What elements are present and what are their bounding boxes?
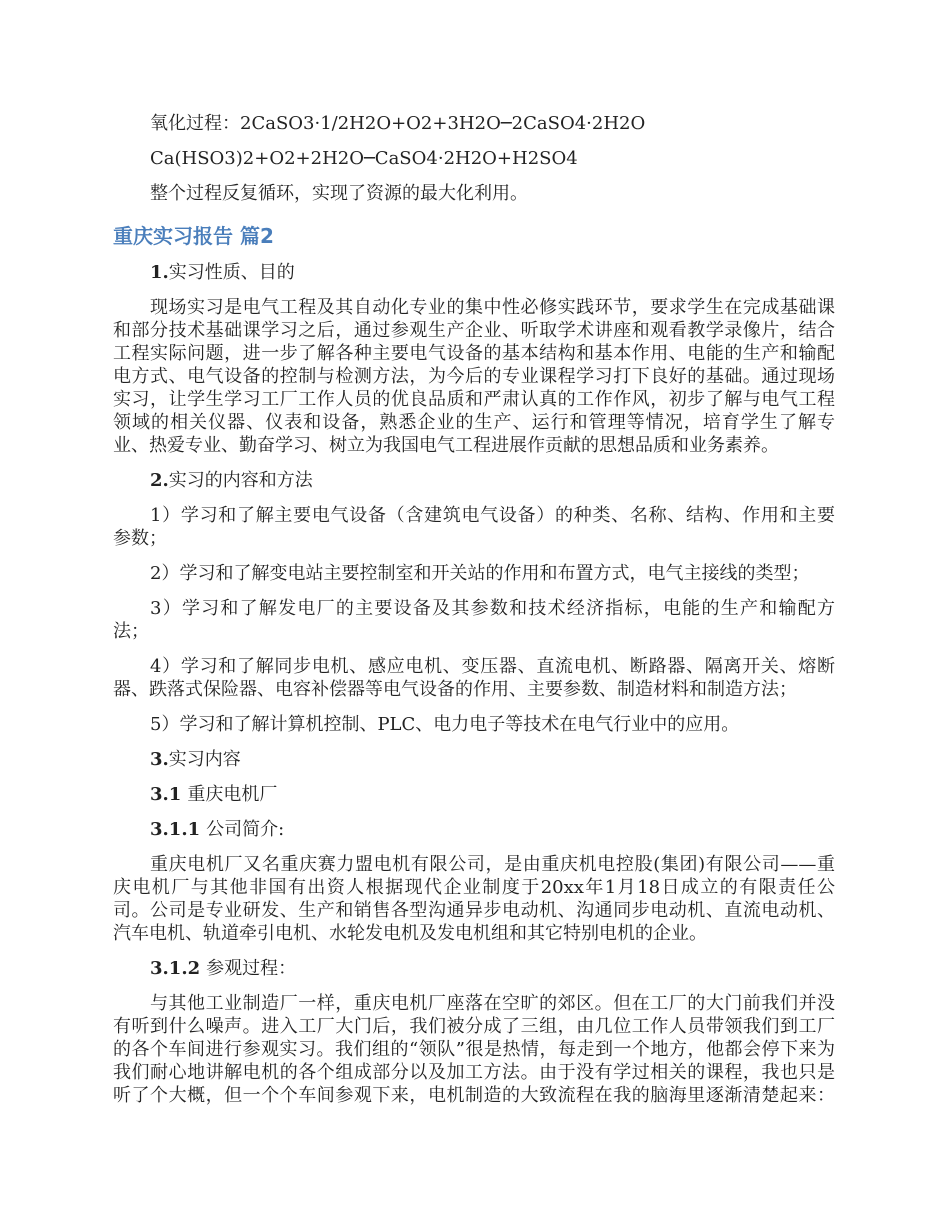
company-intro-paragraph xyxy=(113,853,835,945)
section-2-title xyxy=(113,469,835,492)
paragraph-line: 听了个大概，但一个个车间参观下来，电机制造的大致流程在我的脑海里逐渐清楚起来： xyxy=(113,1085,835,1106)
oxidation-equation xyxy=(113,112,835,135)
paragraph-line: 实习，让学生学习工厂工作人员的优良品质和严肃认真的工作作风，初步了解与电气工程 xyxy=(113,389,835,410)
paragraph-line: 与其他工业制造厂一样，重庆电机厂座落在空旷的郊区。但在工厂的大门前我们并没 xyxy=(150,993,835,1014)
paragraph-line: 和部分技术基础课学习之后，通过参观生产企业、听取学术讲座和观看教学录像片，结合 xyxy=(113,320,835,341)
paragraph-line: 有听到什么噪声。进入工厂大门后，我们被分成了三组，由几位工作人员带领我们到工厂 xyxy=(113,1016,835,1037)
paragraph-line: 5）学习和了解计算机控制、PLC、电力电子等技术在电气行业中的应用。 xyxy=(150,714,740,735)
subsection-3-1-title xyxy=(113,783,835,806)
section-title: 公司简介: xyxy=(206,819,285,840)
section-title-line xyxy=(113,957,835,980)
paragraph-line: 业、热爱专业、勤奋学习、树立为我国电气工程进展作贡献的思想品质和业务素养。 xyxy=(113,435,779,456)
section-number: 1. xyxy=(150,262,169,283)
paragraph-line: 现场实习是电气工程及其自动化专业的集中性必修实践环节，要求学生在完成基础课 xyxy=(150,297,835,318)
list-item xyxy=(113,597,835,643)
paragraph-line: 1）学习和了解主要电气设备（含建筑电气设备）的种类、名称、结构、作用和主要 xyxy=(150,505,835,526)
paragraph-line: 汽车电机、轨道牵引电机、水轮发电机及发电机组和其它特别电机的企业。 xyxy=(113,923,707,944)
section-title-line xyxy=(113,261,835,284)
section-title-line xyxy=(113,783,835,806)
visit-process-paragraph xyxy=(113,992,835,1107)
paragraph-line: 氧化过程：2CaSO3·1/2H2O+O2+3H2O─2CaSO4·2H2O xyxy=(150,113,646,134)
paragraph-line: Ca(HSO3)2+O2+2H2O─CaSO4·2H2O+H2SO4 xyxy=(150,148,578,169)
section-title: 实习性质、目的 xyxy=(168,262,295,283)
paragraph-line: 领域的相关仪器、仪表和设备，熟悉企业的生产、运行和管理等情况，培育学生了解专 xyxy=(113,412,835,433)
subsection-3-1-2-title xyxy=(113,957,835,980)
section-number: 3.1.1 xyxy=(150,819,201,840)
paragraph-line: 庆电机厂与其他非国有出资人根据现代企业制度于20xx年1月18日成立的有限责任公 xyxy=(113,877,835,898)
section-1-title xyxy=(113,261,835,284)
paragraph-line: 我们耐心地讲解电机的各个组成部分以及加工方法。由于没有学过相关的课程，我也只是 xyxy=(113,1062,835,1083)
section-number: 3. xyxy=(150,749,169,770)
paragraph-line: 整个过程反复循环，实现了资源的最大化利用。 xyxy=(150,183,528,204)
reaction-equation xyxy=(113,147,835,170)
report-heading: 重庆实习报告 篇2 xyxy=(113,224,274,248)
subsection-3-1-1-title xyxy=(113,818,835,841)
section-3-title xyxy=(113,748,835,771)
section-title: 重庆电机厂 xyxy=(187,784,278,805)
paragraph-line: 法； xyxy=(113,621,149,642)
paragraph-line: 电方式、电气设备的控制与检测方法，为今后的专业课程学习打下良好的基础。通过现场 xyxy=(113,366,835,387)
paragraph-line: 2）学习和了解变电站主要控制室和开关站的作用和布置方式，电气主接线的类型； xyxy=(150,563,810,584)
list-item xyxy=(113,504,835,550)
section-title-line xyxy=(113,469,835,492)
document-page xyxy=(113,112,835,1119)
section-number: 2. xyxy=(150,470,169,491)
paragraph-line: 器、跌落式保险器、电容补偿器等电气设备的作用、主要参数、制造材料和制造方法； xyxy=(113,679,797,700)
section-number: 3.1 xyxy=(150,784,182,805)
paragraph-line: 司。公司是专业研发、生产和销售各型沟通异步电动机、沟通同步电动机、直流电动机、 xyxy=(113,900,835,921)
list-item xyxy=(113,562,835,585)
paragraph-line: 重庆电机厂又名重庆赛力盟电机有限公司，是由重庆机电控股(集团)有限公司——重 xyxy=(150,854,835,875)
section-number: 3.1.2 xyxy=(150,958,201,979)
section-title: 实习的内容和方法 xyxy=(168,470,313,491)
section-title: 实习内容 xyxy=(168,749,241,770)
paragraph-line: 3）学习和了解发电厂的主要设备及其参数和技术经济指标，电能的生产和输配方 xyxy=(150,598,835,619)
summary-paragraph xyxy=(113,182,835,205)
list-item xyxy=(113,713,835,736)
paragraph-line: 4）学习和了解同步电机、感应电机、变压器、直流电机、断路器、隔离开关、熔断 xyxy=(150,656,835,677)
section-title-line xyxy=(113,818,835,841)
section-title: 参观过程： xyxy=(206,958,297,979)
list-item xyxy=(113,655,835,701)
paragraph-line: 的各个车间进行参观实习。我们组的“领队”很是热情，每走到一个地方，他都会停下来为 xyxy=(113,1039,835,1060)
paragraph-line: 工程实际问题，进一步了解各种主要电气设备的基本结构和基本作用、电能的生产和输配 xyxy=(113,343,835,364)
section-1-paragraph xyxy=(113,296,835,457)
paragraph-line: 参数； xyxy=(113,528,167,549)
section-title-line xyxy=(113,748,835,771)
